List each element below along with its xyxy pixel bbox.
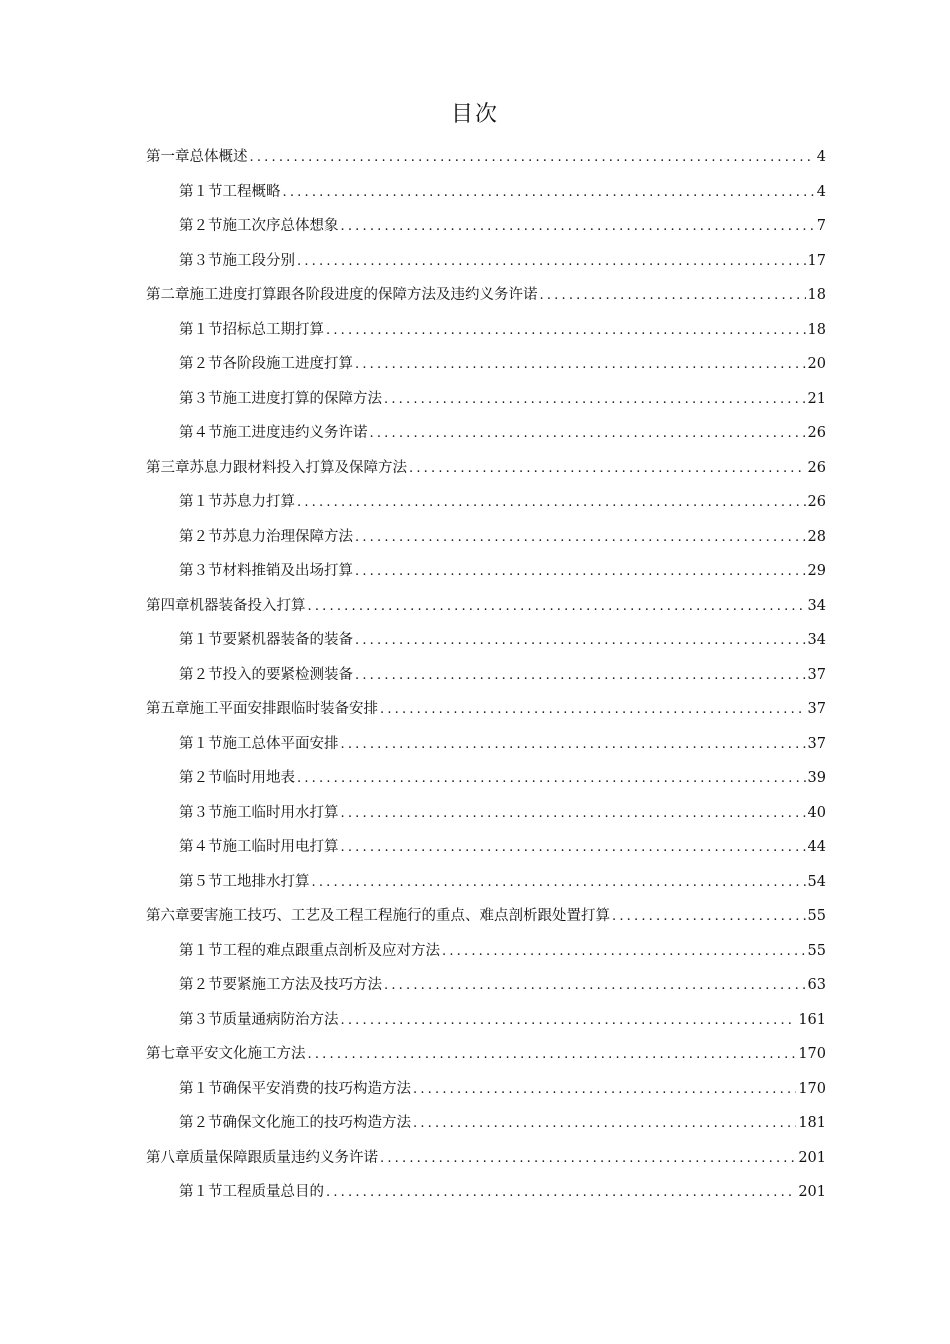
toc-dot-leader — [341, 728, 806, 762]
toc-section-entry[interactable] — [146, 1106, 826, 1141]
toc-page-number: 29 — [807, 563, 826, 579]
toc-chapter-entry[interactable] — [146, 589, 826, 624]
toc-entry-text: 第八章质量保障跟质量违约义务许诺 — [146, 1149, 378, 1166]
toc-entry-text: 第４节施工进度违约义务许诺 — [179, 425, 368, 441]
toc-dot-leader — [326, 314, 806, 348]
toc-page-number: 170 — [798, 1080, 826, 1097]
toc-page-number: 44 — [807, 839, 826, 855]
toc-section-entry[interactable] — [146, 416, 826, 451]
toc-page-number: 37 — [807, 735, 826, 752]
toc-dot-leader — [409, 452, 806, 486]
toc-section-entry[interactable] — [146, 968, 826, 1003]
toc-dot-leader — [283, 176, 815, 210]
toc-dot-leader — [297, 762, 806, 796]
toc-section-entry[interactable] — [146, 658, 826, 693]
toc-page-number: 28 — [807, 528, 826, 545]
toc-dot-leader — [297, 245, 806, 279]
toc-dot-leader — [540, 279, 806, 313]
toc-entry-text: 第二章施工进度打算跟各阶段进度的保障方法及违约义务许诺 — [146, 287, 538, 303]
toc-section-entry[interactable] — [146, 347, 826, 382]
toc-page-number: 4 — [816, 183, 826, 200]
toc-page-number: 55 — [807, 942, 826, 959]
toc-dot-leader — [370, 417, 806, 451]
toc-page-number: 34 — [807, 597, 826, 614]
toc-title: 目次 — [450, 102, 499, 127]
toc-entry-text: 第一章总体概述 — [146, 149, 248, 165]
toc-page-number: 26 — [807, 494, 826, 510]
toc-entry-text: 第２节施工次序总体想象 — [179, 218, 339, 234]
toc-section-entry[interactable] — [146, 830, 826, 865]
toc-page-number: 181 — [798, 1115, 826, 1131]
toc-entry-text: 第１节施工总体平面安排 — [179, 735, 339, 752]
toc-section-entry[interactable] — [146, 934, 826, 969]
toc-page-number: 4 — [816, 149, 826, 165]
toc-entry-text: 第１节工程概略 — [179, 183, 281, 200]
toc-entry-text: 第２节临时用地表 — [179, 770, 295, 786]
toc-entry-text: 第３节施工段分别 — [179, 252, 295, 269]
toc-dot-leader — [341, 1004, 797, 1038]
toc-entry-text: 第３节质量通病防治方法 — [179, 1011, 339, 1028]
toc-page-number: 37 — [807, 701, 826, 717]
toc-dot-leader — [297, 486, 806, 520]
toc-page-number: 20 — [807, 356, 826, 372]
toc-dot-leader — [442, 935, 806, 969]
toc-page-number: 17 — [807, 252, 826, 269]
toc-dot-leader — [341, 831, 806, 865]
toc-page-number: 34 — [807, 632, 826, 648]
toc-entry-text: 第四章机器装备投入打算 — [146, 597, 306, 614]
toc-dot-leader — [380, 693, 806, 727]
toc-chapter-entry[interactable] — [146, 140, 826, 175]
toc-dot-leader — [312, 866, 806, 900]
toc-section-entry[interactable] — [146, 623, 826, 658]
toc-entry-text: 第１节确保平安消费的技巧构造方法 — [179, 1080, 411, 1097]
toc-section-entry[interactable] — [146, 175, 826, 210]
toc-entry-text: 第２节确保文化施工的技巧构造方法 — [179, 1115, 411, 1131]
toc-entry-text: 第五章施工平面安排跟临时装备安排 — [146, 701, 378, 717]
toc-page-number: 39 — [807, 770, 826, 786]
toc-section-entry[interactable] — [146, 1175, 826, 1210]
toc-page-number: 26 — [807, 425, 826, 441]
toc-page-number: 63 — [807, 977, 826, 993]
toc-section-entry[interactable] — [146, 1003, 826, 1038]
toc-page-number: 21 — [807, 390, 826, 407]
toc-section-entry[interactable] — [146, 727, 826, 762]
toc-chapter-entry[interactable] — [146, 1141, 826, 1176]
toc-entry-text: 第４节施工临时用电打算 — [179, 839, 339, 855]
toc-page-number: 7 — [816, 218, 826, 234]
toc-section-entry[interactable] — [146, 796, 826, 831]
toc-section-entry[interactable] — [146, 761, 826, 796]
toc-chapter-entry[interactable] — [146, 1037, 826, 1072]
toc-section-entry[interactable] — [146, 485, 826, 520]
toc-page-number: 26 — [807, 459, 826, 476]
toc-entry-text: 第六章要害施工技巧、工艺及工程工程施行的重点、难点剖析跟处置打算 — [146, 908, 610, 924]
toc-dot-leader — [355, 555, 806, 589]
toc-section-entry[interactable] — [146, 554, 826, 589]
toc-entry-text: 第２节苏息力治理保障方法 — [179, 528, 353, 545]
toc-dot-leader — [612, 900, 806, 934]
toc-section-entry[interactable] — [146, 865, 826, 900]
toc-entry-text: 第１节工程的难点跟重点剖析及应对方法 — [179, 942, 440, 959]
toc-dot-leader — [355, 348, 806, 382]
toc-entry-text: 第七章平安文化施工方法 — [146, 1046, 306, 1062]
toc-page-number: 18 — [807, 287, 826, 303]
toc-section-entry[interactable] — [146, 382, 826, 417]
toc-entry-text: 第三章苏息力跟材料投入打算及保障方法 — [146, 459, 407, 476]
toc-chapter-entry[interactable] — [146, 451, 826, 486]
toc-page-number: 201 — [798, 1149, 826, 1166]
toc-section-entry[interactable] — [146, 313, 826, 348]
toc-dot-leader — [355, 659, 806, 693]
toc-dot-leader — [355, 624, 806, 658]
toc-dot-leader — [341, 210, 815, 244]
toc-page-number: 40 — [807, 804, 826, 821]
toc-page-number: 170 — [798, 1046, 826, 1062]
toc-page-number: 54 — [807, 873, 826, 890]
toc-dot-leader — [308, 590, 806, 624]
toc-dot-leader — [384, 969, 806, 1003]
toc-page-number: 161 — [798, 1011, 826, 1028]
toc-entry-text: 第１节工程质量总目的 — [179, 1184, 324, 1200]
toc-section-entry[interactable] — [146, 520, 826, 555]
toc-page-number: 37 — [807, 666, 826, 683]
toc-dot-leader — [250, 141, 815, 175]
toc-entry-text: 第３节施工进度打算的保障方法 — [179, 390, 382, 407]
toc-chapter-entry[interactable] — [146, 692, 826, 727]
toc-section-entry[interactable] — [146, 244, 826, 279]
toc-dot-leader — [341, 797, 806, 831]
toc-section-entry[interactable] — [146, 209, 826, 244]
table-of-contents — [146, 140, 826, 1210]
toc-entry-text: 第３节施工临时用水打算 — [179, 804, 339, 821]
toc-dot-leader — [355, 521, 806, 555]
toc-section-entry[interactable] — [146, 1072, 826, 1107]
toc-page-number: 55 — [807, 908, 826, 924]
toc-chapter-entry[interactable] — [146, 278, 826, 313]
toc-entry-text: 第２节各阶段施工进度打算 — [179, 356, 353, 372]
toc-entry-text: 第５节工地排水打算 — [179, 873, 310, 890]
toc-dot-leader — [308, 1038, 797, 1072]
toc-entry-text: 第１节招标总工期打算 — [179, 321, 324, 338]
toc-entry-text: 第１节苏息力打算 — [179, 494, 295, 510]
toc-entry-text: 第２节要紧施工方法及技巧方法 — [179, 977, 382, 993]
toc-entry-text: 第１节要紧机器装备的装备 — [179, 632, 353, 648]
toc-dot-leader — [326, 1176, 796, 1210]
toc-dot-leader — [384, 383, 806, 417]
toc-dot-leader — [413, 1073, 796, 1107]
toc-entry-text: 第２节投入的要紧检测装备 — [179, 666, 353, 683]
toc-page-number: 18 — [807, 321, 826, 338]
toc-dot-leader — [413, 1107, 796, 1141]
toc-entry-text: 第３节材料推销及出场打算 — [179, 563, 353, 579]
toc-chapter-entry[interactable] — [146, 899, 826, 934]
toc-dot-leader — [380, 1142, 796, 1176]
toc-page-number: 201 — [798, 1184, 826, 1200]
